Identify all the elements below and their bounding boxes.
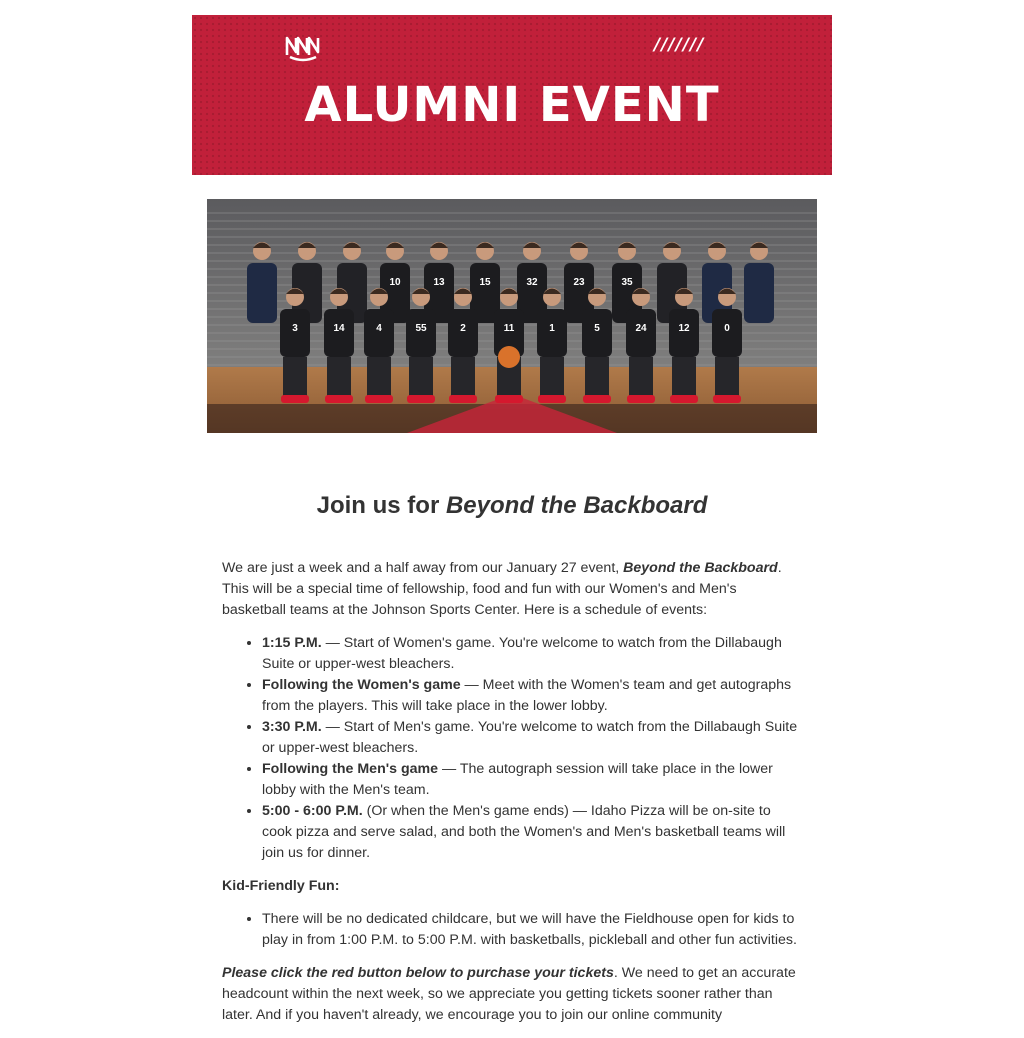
schedule-text: — Start of Men's game. You're welcome to watch from the Dillabaugh Suite or upper-west bleachers. [262, 719, 798, 756]
schedule-time: 3:30 P.M. [262, 719, 322, 735]
banner-title: ALUMNI EVENT [304, 77, 720, 133]
email-body [222, 558, 804, 1038]
schedule-time: 5:00 - 6:00 P.M. [262, 803, 363, 819]
page-heading [192, 492, 832, 520]
player-shoes [538, 395, 566, 403]
tickets-emphasis: Please click the red button below to purchase your tickets [222, 965, 614, 981]
intro-event-name: Beyond the Backboard [623, 560, 778, 576]
jersey-number: 24 [635, 323, 647, 334]
jersey-number: 23 [573, 277, 585, 288]
schedule-item [262, 801, 804, 864]
jersey-number: 14 [333, 323, 345, 334]
jersey-number: 32 [526, 277, 538, 288]
jersey-number: 5 [594, 323, 600, 334]
heading-event-name: Beyond the Backboard [445, 492, 708, 519]
player-shoes [495, 395, 523, 403]
player-legs [672, 357, 696, 397]
player-legs [283, 357, 307, 397]
jersey-number: 55 [415, 323, 427, 334]
jersey-number: 2 [460, 323, 466, 334]
player-legs [367, 357, 391, 397]
banner-slashes-decoration: /////// [654, 35, 705, 55]
kid-section-list [222, 909, 804, 951]
player-legs [409, 357, 433, 397]
jersey-number: 15 [479, 277, 491, 288]
kid-section-title-text: Kid-Friendly Fun: [222, 878, 340, 894]
schedule-text: — Meet with the Women's team and get autographs from the players. This will take place in the lower lobby. [262, 677, 792, 714]
player-shoes [627, 395, 655, 403]
jersey-number: 1 [549, 323, 555, 334]
kid-section-title [222, 876, 804, 897]
player-legs [715, 357, 739, 397]
intro-text-before: We are just a week and a half away from our January 27 event, [222, 560, 624, 576]
schedule-text: — Start of Women's game. You're welcome to watch from the Dillabaugh Suite or upper-west bleachers. [262, 635, 782, 672]
jersey-number: 12 [678, 323, 690, 334]
player-legs [451, 357, 475, 397]
jersey-number: 10 [389, 277, 401, 288]
jersey-number: 4 [376, 323, 382, 334]
schedule-time: 1:15 P.M. [262, 635, 322, 651]
tickets-text: . We need to get an accurate headcount within the next week, so we appreciate you getting tickets sooner rather than later. And if you haven't already, we encourage you to join our online community [222, 965, 796, 1023]
schedule-time: Following the Men's game [262, 761, 438, 777]
tickets-paragraph [222, 963, 804, 1026]
nnu-logo-icon [284, 33, 322, 63]
basketball [498, 346, 520, 368]
player-shoes [325, 395, 353, 403]
intro-text-after: . This will be a special time of fellowship, food and fun with our Women's and Men's basketball teams at the Johnson Sports Center. Here is a schedule of events: [222, 560, 782, 618]
player-shoes [407, 395, 435, 403]
kid-section-item: • There will be no dedicated childcare, but we will have the Fieldhouse open for kids to play in from 1:00 P.M. to 5:00 P.M. with basketballs, pickleball and other fun activities. [262, 909, 804, 951]
player-shoes [449, 395, 477, 403]
schedule-item [262, 675, 804, 717]
schedule-list [222, 633, 804, 864]
player-legs [540, 357, 564, 397]
player-shoes [670, 395, 698, 403]
player-shoes [281, 395, 309, 403]
schedule-text: — The autograph session will take place in the lower lobby with the Men's team. [262, 761, 773, 798]
intro-paragraph [222, 558, 804, 621]
jersey-number: 0 [724, 323, 730, 334]
player-shoes [713, 395, 741, 403]
schedule-time: Following the Women's game [262, 677, 461, 693]
jersey-number: 35 [621, 277, 633, 288]
player-shoes [583, 395, 611, 403]
team-photo [207, 199, 817, 433]
schedule-text: (Or when the Men's game ends) — Idaho Pizza will be on-site to cook pizza and serve salad, and both the Women's and Men's basketball teams will join us for dinner. [262, 803, 786, 861]
team-photo-illustration [207, 199, 817, 433]
schedule-item [262, 717, 804, 759]
player-legs [327, 357, 351, 397]
schedule-item [262, 759, 804, 801]
jersey-number: 11 [503, 323, 515, 334]
player-legs [585, 357, 609, 397]
player-shoes [365, 395, 393, 403]
alumni-event-banner [192, 15, 832, 175]
schedule-item [262, 633, 804, 675]
player-legs [629, 357, 653, 397]
jersey-number: 13 [433, 277, 445, 288]
heading-prefix: Join us for [316, 492, 446, 519]
jersey-number: 3 [292, 323, 298, 334]
